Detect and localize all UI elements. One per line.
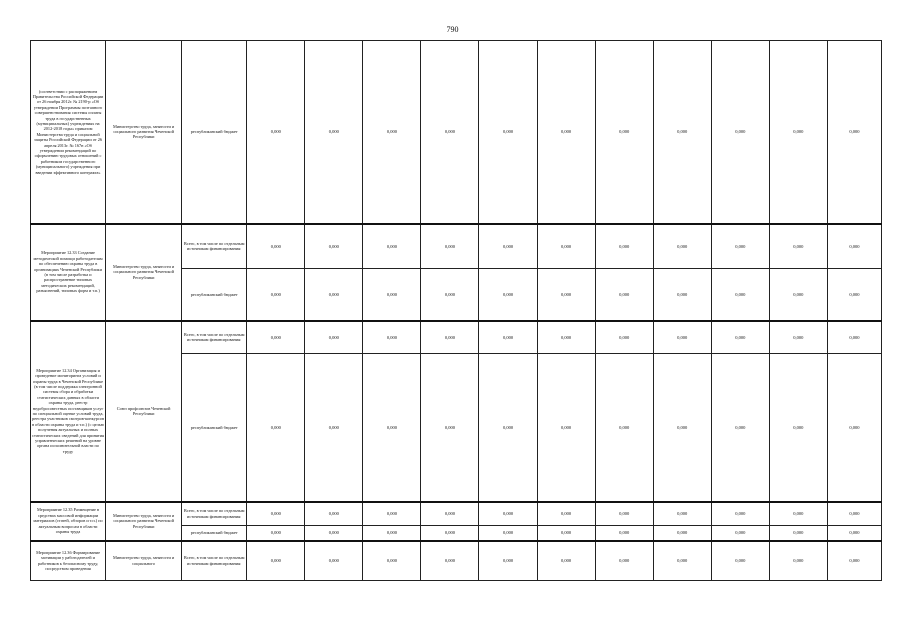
funding-source-cell: Всего, в том числе по отдельным источникам финансирования: — [182, 502, 247, 526]
amount-cell: 0,000 — [769, 502, 827, 526]
amount-cell: 0,000 — [537, 354, 595, 502]
amount-cell: 0,000 — [537, 526, 595, 541]
measure-name-cell: (соответствии с распоряжением Правительства Российской Федерации от 26 ноября 2012г. № 2190-р «Об утверждении Программы поэтапного совершенствования системы оплаты труда в государственных (муниципальных) учреждениях на 2012-2018 годы» приказом Министерства труда и социальной защиты Российской Федерации от 26 апреля 2013г. № 167н «Об утверждении рекомендаций по оформлению трудовых отношений с работником государственного (муниципального) учреждения при введении эффективного контракта» — [31, 41, 106, 224]
amount-cell: 0,000 — [595, 541, 653, 581]
amount-cell: 0,000 — [305, 41, 363, 224]
executor-cell: Министерство труда, занятости и социального развития Чеченской Республики — [106, 224, 182, 321]
amount-cell: 0,000 — [769, 224, 827, 269]
amount-cell: 0,000 — [769, 526, 827, 541]
table-row — [31, 224, 882, 269]
amount-cell: 0,000 — [363, 541, 421, 581]
amount-cell: 0,000 — [827, 541, 881, 581]
amount-cell: 0,000 — [769, 354, 827, 502]
table-row — [31, 41, 882, 224]
amount-cell: 0,000 — [421, 354, 479, 502]
amount-cell: 0,000 — [247, 269, 305, 321]
amount-cell: 0,000 — [653, 541, 711, 581]
amount-cell: 0,000 — [247, 224, 305, 269]
amount-cell: 0,000 — [479, 224, 537, 269]
amount-cell: 0,000 — [769, 321, 827, 354]
amount-cell: 0,000 — [827, 224, 881, 269]
page-bottom-margin — [0, 590, 905, 640]
amount-cell: 0,000 — [479, 321, 537, 354]
amount-cell: 0,000 — [305, 321, 363, 354]
measure-name-cell: Мероприятие 12.36 Формирование мотивации у работодателей и работников к безопасному труду, посредством проведения — [31, 541, 106, 581]
amount-cell: 0,000 — [653, 41, 711, 224]
amount-cell: 0,000 — [711, 224, 769, 269]
amount-cell: 0,000 — [305, 502, 363, 526]
amount-cell: 0,000 — [653, 224, 711, 269]
amount-cell: 0,000 — [595, 354, 653, 502]
funding-source-cell: республиканский бюджет — [182, 354, 247, 502]
amount-cell: 0,000 — [363, 321, 421, 354]
amount-cell: 0,000 — [363, 354, 421, 502]
amount-cell: 0,000 — [247, 321, 305, 354]
amount-cell: 0,000 — [363, 269, 421, 321]
amount-cell: 0,000 — [247, 502, 305, 526]
amount-cell: 0,000 — [827, 41, 881, 224]
table-row — [31, 502, 882, 526]
amount-cell: 0,000 — [537, 541, 595, 581]
amount-cell: 0,000 — [479, 354, 537, 502]
amount-cell: 0,000 — [711, 269, 769, 321]
amount-cell: 0,000 — [479, 541, 537, 581]
amount-cell: 0,000 — [653, 269, 711, 321]
budget-table — [30, 40, 882, 581]
amount-cell: 0,000 — [653, 502, 711, 526]
funding-source-cell: республиканский бюджет — [182, 41, 247, 224]
executor-cell: Министерство труда, занятости и социального развития Чеченской Республики — [106, 41, 182, 224]
amount-cell: 0,000 — [711, 541, 769, 581]
page-number: 790 — [446, 25, 459, 34]
amount-cell: 0,000 — [421, 321, 479, 354]
amount-cell: 0,000 — [595, 41, 653, 224]
executor-cell: Министерство труда, занятости и социального — [106, 541, 182, 581]
amount-cell: 0,000 — [421, 269, 479, 321]
amount-cell: 0,000 — [479, 526, 537, 541]
measure-name-cell: Мероприятие 12.35 Размещение в средствах массовой информации материалов (статей, обзоров и т.п.) по актуальным вопросам в области охраны труда — [31, 502, 106, 541]
amount-cell: 0,000 — [305, 354, 363, 502]
amount-cell: 0,000 — [305, 526, 363, 541]
amount-cell: 0,000 — [711, 502, 769, 526]
amount-cell: 0,000 — [595, 269, 653, 321]
measure-name-cell: Мероприятие 12.34 Организация и проведение мониторинга условий и охраны труда в Чеченской Республике (в том числе поддержка электронной системы сбора и обработки статистических данных в области охраны труда, реестр недобросовестных поставщиков услуг по специальной оценке условий труда, реестра участников смотров-конкурсов в области охраны труда и т.п.) (с целью получения актуальных и полных статистических сведений для принятия управленческих решений на уровне органа исполнительной власти по труду — [31, 321, 106, 502]
amount-cell: 0,000 — [421, 526, 479, 541]
funding-source-cell: республиканский бюджет — [182, 269, 247, 321]
funding-source-cell: республиканский бюджет — [182, 526, 247, 541]
table-row — [31, 321, 882, 354]
amount-cell: 0,000 — [827, 526, 881, 541]
amount-cell: 0,000 — [421, 41, 479, 224]
amount-cell: 0,000 — [537, 321, 595, 354]
amount-cell: 0,000 — [537, 269, 595, 321]
amount-cell: 0,000 — [827, 502, 881, 526]
amount-cell: 0,000 — [421, 541, 479, 581]
amount-cell: 0,000 — [769, 541, 827, 581]
funding-source-cell: Всего, в том числе по отдельным источникам финансирования: — [182, 541, 247, 581]
amount-cell: 0,000 — [305, 269, 363, 321]
amount-cell: 0,000 — [247, 354, 305, 502]
amount-cell: 0,000 — [247, 526, 305, 541]
amount-cell: 0,000 — [653, 354, 711, 502]
funding-source-cell: Всего, в том числе по отдельным источникам финансирования: — [182, 321, 247, 354]
amount-cell: 0,000 — [363, 224, 421, 269]
amount-cell: 0,000 — [595, 502, 653, 526]
amount-cell: 0,000 — [479, 502, 537, 526]
amount-cell: 0,000 — [711, 321, 769, 354]
measure-name-cell: Мероприятие 12.33 Создание методической помощи работодателям по обеспечению охраны труда в организациях Чеченской Республики (в том числе разработка и распространение типовых методических рекомендаций, разъяснений, типовых форм и т.п.) — [31, 224, 106, 321]
amount-cell: 0,000 — [595, 321, 653, 354]
amount-cell: 0,000 — [653, 321, 711, 354]
amount-cell: 0,000 — [247, 541, 305, 581]
amount-cell: 0,000 — [769, 41, 827, 224]
amount-cell: 0,000 — [827, 321, 881, 354]
amount-cell: 0,000 — [305, 224, 363, 269]
amount-cell: 0,000 — [711, 526, 769, 541]
funding-source-cell: Всего, в том числе по отдельным источникам финансирования: — [182, 224, 247, 269]
amount-cell: 0,000 — [653, 526, 711, 541]
executor-cell: Министерство труда, занятости и социального развития Чеченской Республики — [106, 502, 182, 541]
amount-cell: 0,000 — [595, 224, 653, 269]
amount-cell: 0,000 — [537, 224, 595, 269]
executor-cell: Союз профсоюзов Чеченской Республики — [106, 321, 182, 502]
amount-cell: 0,000 — [769, 269, 827, 321]
amount-cell: 0,000 — [363, 502, 421, 526]
amount-cell: 0,000 — [479, 269, 537, 321]
amount-cell: 0,000 — [827, 354, 881, 502]
amount-cell: 0,000 — [363, 41, 421, 224]
amount-cell: 0,000 — [363, 526, 421, 541]
amount-cell: 0,000 — [711, 41, 769, 224]
amount-cell: 0,000 — [537, 41, 595, 224]
amount-cell: 0,000 — [827, 269, 881, 321]
amount-cell: 0,000 — [421, 502, 479, 526]
amount-cell: 0,000 — [595, 526, 653, 541]
amount-cell: 0,000 — [421, 224, 479, 269]
amount-cell: 0,000 — [305, 541, 363, 581]
amount-cell: 0,000 — [479, 41, 537, 224]
table-row — [31, 541, 882, 581]
amount-cell: 0,000 — [247, 41, 305, 224]
amount-cell: 0,000 — [711, 354, 769, 502]
amount-cell: 0,000 — [537, 502, 595, 526]
